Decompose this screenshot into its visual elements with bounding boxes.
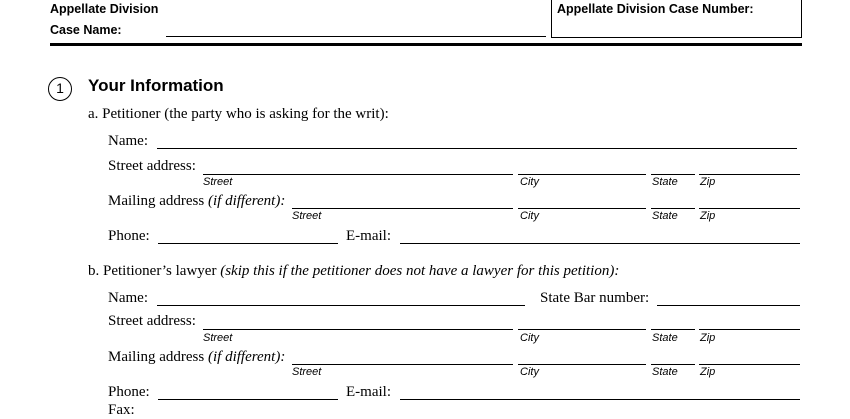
petitioner-street-sublabel: Street: [203, 176, 233, 188]
petitioner-mailing-address-text: Mailing address: [108, 193, 205, 209]
lawyer-state-input[interactable]: [651, 315, 695, 330]
lawyer-mailing-city-sublabel: City: [520, 366, 539, 378]
lawyer-mailing-zip-input[interactable]: [699, 350, 800, 365]
case-name-label: Case Name:: [50, 23, 122, 37]
petitioner-street-address-label: Street address:: [108, 158, 196, 174]
petitioner-state-sublabel: State: [652, 176, 678, 188]
petitioner-mailing-city-input[interactable]: [518, 194, 646, 209]
petitioner-heading: a. Petitioner (the party who is asking for the writ):: [88, 106, 389, 122]
petitioner-email-input[interactable]: [400, 229, 800, 244]
lawyer-zip-input[interactable]: [699, 315, 800, 330]
lawyer-name-input[interactable]: [157, 291, 525, 306]
case-number-label: Appellate Division Case Number:: [557, 2, 754, 16]
section-title: Your Information: [88, 76, 224, 95]
petitioner-street-input[interactable]: [203, 160, 513, 175]
lawyer-mailing-street-sublabel: Street: [292, 366, 322, 378]
lawyer-mailing-city-input[interactable]: [518, 350, 646, 365]
lawyer-fax-label: Fax:: [108, 402, 135, 418]
petitioner-mailing-street-input[interactable]: [292, 194, 513, 209]
lawyer-mailing-state-sublabel: State: [652, 366, 678, 378]
petitioner-name-input[interactable]: [157, 134, 797, 149]
lawyer-zip-sublabel: Zip: [700, 332, 716, 344]
lawyer-mailing-state-input[interactable]: [651, 350, 695, 365]
petitioner-mailing-city-sublabel: City: [520, 210, 539, 222]
petitioner-zip-sublabel: Zip: [700, 176, 716, 188]
lawyer-email-label: E-mail:: [346, 384, 391, 400]
lawyer-email-input[interactable]: [400, 385, 800, 400]
lawyer-city-sublabel: City: [520, 332, 539, 344]
petitioner-mailing-zip-input[interactable]: [699, 194, 800, 209]
petitioner-mailing-state-input[interactable]: [651, 194, 695, 209]
header-divider: [50, 43, 802, 46]
petitioner-city-sublabel: City: [520, 176, 539, 188]
petitioner-zip-input[interactable]: [699, 160, 800, 175]
petitioner-email-label: E-mail:: [346, 228, 391, 244]
case-number-input[interactable]: [556, 16, 796, 34]
lawyer-name-label: Name:: [108, 290, 148, 306]
lawyer-heading-text: b. Petitioner’s lawyer: [88, 263, 217, 279]
lawyer-mailing-address-label: [108, 349, 285, 366]
lawyer-street-sublabel: Street: [203, 332, 233, 344]
lawyer-state-sublabel: State: [652, 332, 678, 344]
lawyer-heading-note: (skip this if the petitioner does not have a lawyer for this petition):: [220, 263, 620, 279]
lawyer-street-address-label: Street address:: [108, 313, 196, 329]
petitioner-mailing-address-note: (if different):: [207, 193, 286, 209]
lawyer-mailing-address-text: Mailing address: [108, 349, 205, 365]
petitioner-state-input[interactable]: [651, 160, 695, 175]
petitioner-phone-input[interactable]: [158, 229, 338, 244]
state-bar-input[interactable]: [657, 291, 800, 306]
petitioner-mailing-address-label: [108, 193, 285, 210]
petitioner-city-input[interactable]: [518, 160, 646, 175]
lawyer-city-input[interactable]: [518, 315, 646, 330]
petitioner-phone-label: Phone:: [108, 228, 150, 244]
lawyer-phone-label: Phone:: [108, 384, 150, 400]
petitioner-mailing-state-sublabel: State: [652, 210, 678, 222]
lawyer-mailing-street-input[interactable]: [292, 350, 513, 365]
petitioner-name-label: Name:: [108, 133, 148, 149]
petitioner-mailing-zip-sublabel: Zip: [700, 210, 716, 222]
lawyer-heading: [88, 263, 619, 280]
petitioner-mailing-street-sublabel: Street: [292, 210, 322, 222]
case-name-input[interactable]: [166, 22, 546, 37]
state-bar-label: State Bar number:: [540, 290, 650, 306]
lawyer-mailing-zip-sublabel: Zip: [700, 366, 716, 378]
lawyer-street-input[interactable]: [203, 315, 513, 330]
appellate-division-label: Appellate Division: [50, 2, 159, 16]
lawyer-phone-input[interactable]: [158, 385, 338, 400]
section-number-badge: 1: [48, 77, 72, 101]
case-number-box: [551, 0, 802, 38]
lawyer-mailing-address-note: (if different):: [207, 349, 286, 365]
